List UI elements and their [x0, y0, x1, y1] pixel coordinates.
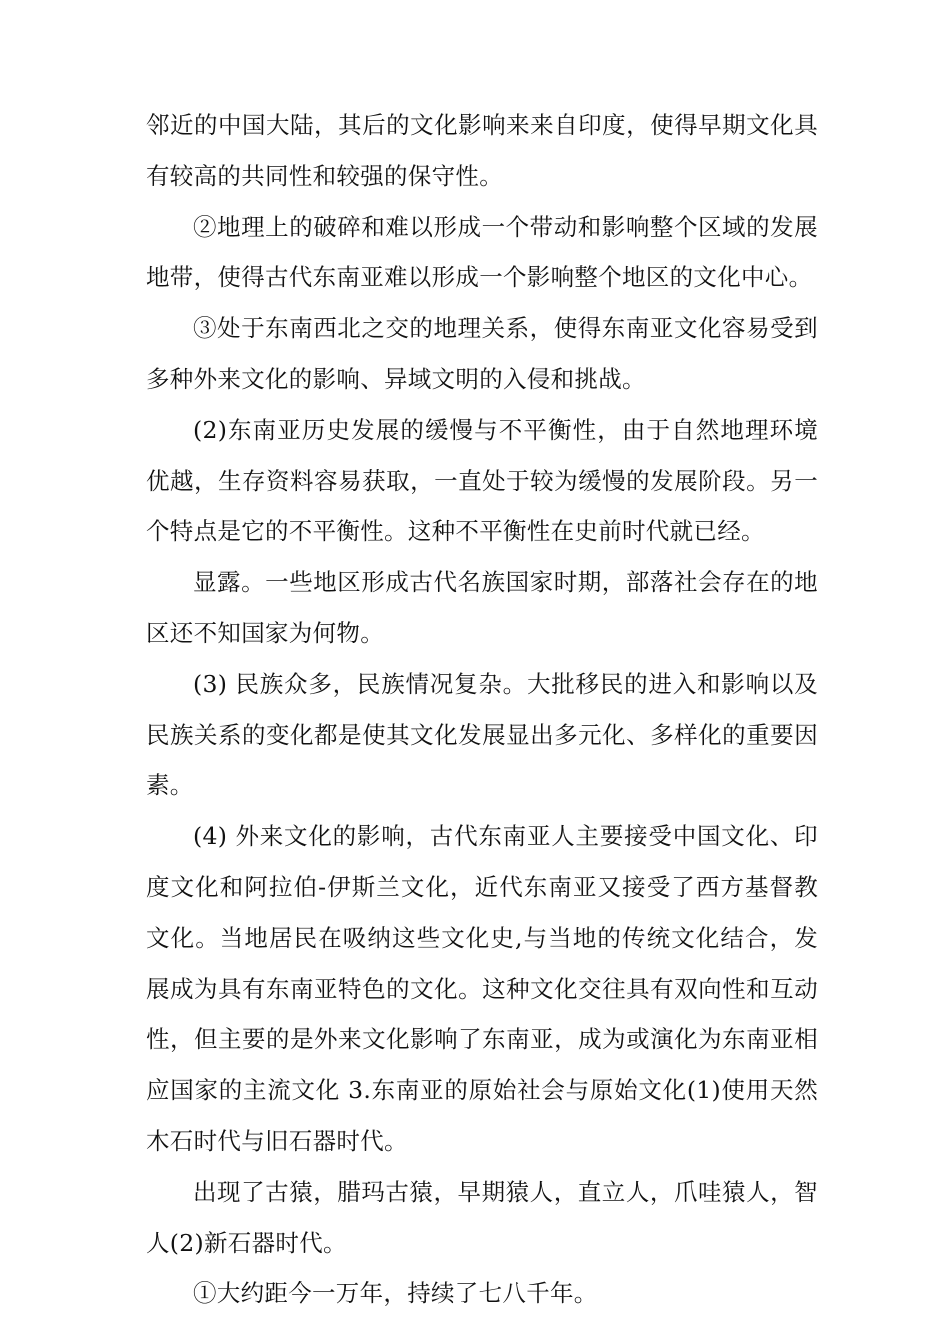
paragraph-7: (4) 外来文化的影响，古代东南亚人主要接受中国文化、印度文化和阿拉伯-伊斯兰文化，近代东南亚又接受了西方基督教文化。当地居民在吸纳这些文化史,与当地的传统文化结合，发展成为具有东南亚特色的文化。这种文化交往具有双向性和互动性，但主要的是外来文化影响了东南亚，成为或演化为东南亚相应国家的主流文化 3.东南亚的原始社会与原始文化(1)使用天然木石时代与旧石器时代。 — [146, 822, 818, 1155]
paragraph-1: 邻近的中国大陆，其后的文化影响来来自印度，使得早期文化具有较高的共同性和较强的保守性。 — [146, 111, 818, 190]
paragraph-3: ③处于东南西北之交的地理关系，使得东南亚文化容易受到多种外来文化的影响、异域文明的入侵和挑战。 — [146, 314, 818, 393]
paragraph-8: 出现了古猿，腊玛古猿，早期猿人，直立人，爪哇猿人，智人(2)新石器时代。 — [146, 1177, 818, 1257]
document-page — [146, 100, 818, 1319]
paragraph-9: ①大约距今一万年，持续了七八千年。 — [193, 1279, 598, 1308]
paragraph-2: ②地理上的破碎和难以形成一个带动和影响整个区域的发展地带，使得古代东南亚难以形成一个影响整个地区的文化中心。 — [146, 212, 818, 292]
paragraph-5: 显露。一些地区形成古代名族国家时期，部落社会存在的地区还不知国家为何物。 — [146, 568, 818, 647]
paragraph-6: (3) 民族众多，民族情况复杂。大批移民的进入和影响以及民族关系的变化都是使其文化发展显出多元化、多样化的重要因素。 — [146, 669, 818, 800]
paragraph-4: (2)东南亚历史发展的缓慢与不平衡性，由于自然地理环境优越，生存资料容易获取，一直处于较为缓慢的发展阶段。另一个特点是它的不平衡性。这种不平衡性在史前时代就已经。 — [146, 415, 818, 546]
